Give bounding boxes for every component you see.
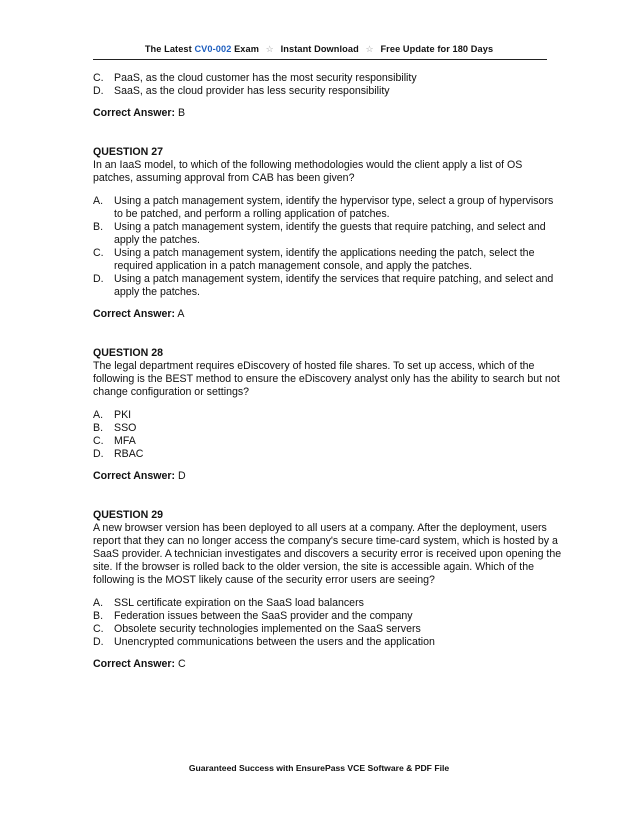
header-exam-word: Exam: [234, 44, 259, 54]
option-letter: C.: [93, 72, 104, 84]
page-header: [0, 44, 638, 55]
correct-answer: [93, 470, 563, 483]
option-text: SaaS, as the cloud provider has less security responsibility: [114, 85, 390, 97]
answer-value: C: [177, 658, 186, 670]
document-body: [93, 72, 563, 671]
option-letter: D.: [93, 85, 104, 97]
option-b: [93, 221, 563, 247]
option-a: [93, 409, 563, 422]
correct-answer: [93, 308, 563, 321]
option-text: RBAC: [114, 448, 144, 460]
question-stem: A new browser version has been deployed to all users at a company. After the deployment, users report that they can no longer access the company's secure time-card system, which is hosted by a SaaS provider. A technician investigates and discovers a security error is received upon opening the site. If the browser is rolled back to the older version, the site is accessible again. Which of the following is the MOST likely cause of the security error users are seeing?: [93, 522, 562, 586]
option-letter: D.: [93, 448, 104, 460]
option-letter: A.: [93, 195, 104, 207]
option-a: [93, 597, 563, 610]
option-c: [93, 623, 563, 636]
option-c: [93, 247, 563, 273]
correct-answer: [93, 107, 563, 120]
option-letter: C.: [93, 247, 104, 259]
option-d: [93, 273, 563, 299]
question-title: QUESTION 29: [93, 509, 164, 521]
option-letter: A.: [93, 597, 104, 609]
option-c: [93, 435, 563, 448]
option-b: [93, 422, 563, 435]
option-letter: A.: [93, 409, 104, 421]
answer-label: Correct Answer:: [93, 107, 176, 119]
question-27: [93, 146, 563, 321]
exam-code: CV0-002: [194, 44, 232, 54]
option-letter: B.: [93, 610, 104, 622]
option-b: [93, 610, 563, 623]
option-text: Using a patch management system, identify the applications needing the patch, select the required application in a patch management console, and apply the patches.: [114, 247, 535, 272]
question-29: [93, 509, 563, 671]
page-footer: Guaranteed Success with EnsurePass VCE Software & PDF File: [188, 763, 450, 773]
header-prefix: The Latest: [144, 44, 192, 54]
option-text: SSO: [114, 422, 137, 434]
answer-value: A: [177, 308, 185, 320]
answer-label: Correct Answer:: [93, 658, 176, 670]
answer-value: D: [177, 470, 186, 482]
question-title: QUESTION 28: [93, 347, 164, 359]
header-instant-download: Instant Download: [280, 44, 359, 54]
question-title: QUESTION 27: [93, 146, 164, 158]
option-a: [93, 195, 563, 221]
star-icon: ☆: [265, 44, 274, 54]
option-text: MFA: [114, 435, 136, 447]
option-text: Using a patch management system, identify the hypervisor type, select a group of hypervisors to be patched, and perform a rolling application of patches.: [114, 195, 554, 220]
option-letter: B.: [93, 221, 104, 233]
answer-value: B: [177, 107, 186, 119]
option-d: [93, 85, 563, 98]
question-stem: The legal department requires eDiscovery of hosted file shares. To set up access, which of the following is the BEST method to ensure the eDiscovery analyst only has the ability to search but not change configuration or settings?: [93, 360, 560, 398]
option-c: [93, 72, 563, 85]
option-text: Unencrypted communications between the users and the application: [114, 636, 435, 648]
header-free-update: Free Update for 180 Days: [380, 44, 494, 54]
question-stem: In an IaaS model, to which of the following methodologies would the client apply a list of OS patches, assuming approval from CAB has been given?: [93, 159, 523, 184]
option-text: Using a patch management system, identify the guests that require patching, and select and apply the patches.: [114, 221, 546, 246]
star-icon: ☆: [365, 44, 374, 54]
option-letter: C.: [93, 435, 104, 447]
option-text: SSL certificate expiration on the SaaS load balancers: [114, 597, 364, 609]
answer-label: Correct Answer:: [93, 470, 176, 482]
option-letter: D.: [93, 636, 104, 648]
header-divider: [93, 59, 547, 60]
option-text: Using a patch management system, identify the services that require patching, and select and apply the patches.: [114, 273, 554, 298]
option-letter: D.: [93, 273, 104, 285]
option-text: PaaS, as the cloud customer has the most security responsibility: [114, 72, 417, 84]
prev-question-options: [93, 72, 563, 98]
option-d: [93, 636, 563, 649]
option-text: Obsolete security technologies implemented on the SaaS servers: [114, 623, 421, 635]
option-text: PKI: [114, 409, 132, 421]
option-letter: C.: [93, 623, 104, 635]
correct-answer: [93, 658, 563, 671]
option-d: [93, 448, 563, 461]
option-text: Federation issues between the SaaS provider and the company: [114, 610, 413, 622]
question-28: [93, 347, 563, 483]
answer-label: Correct Answer:: [93, 308, 176, 320]
option-letter: B.: [93, 422, 104, 434]
